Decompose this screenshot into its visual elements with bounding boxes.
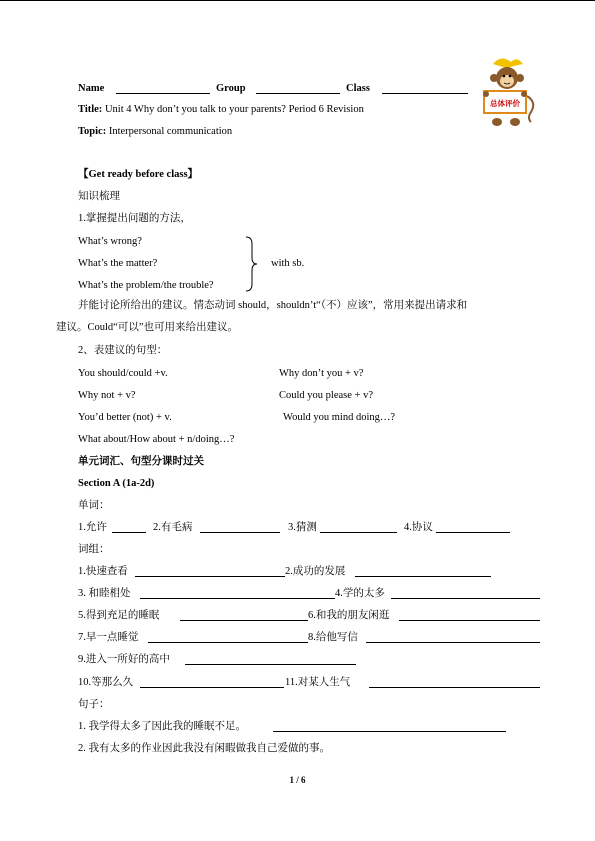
- point-1: 1.掌握提出问题的方法，: [78, 213, 191, 224]
- sentence-item-2: 2. 我有太多的作业因此我没有闲暇做我自己爱做的事。: [78, 743, 330, 754]
- phrase-blank-2[interactable]: [355, 565, 491, 577]
- badge-text: 总体评价: [490, 99, 520, 108]
- phrase-blank-3[interactable]: [140, 587, 335, 599]
- section-heading: 【Get ready before class】: [78, 169, 199, 180]
- phrase-blank-4[interactable]: [391, 587, 540, 599]
- phrase-blank-1[interactable]: [135, 565, 285, 577]
- word-blank-1[interactable]: [112, 521, 146, 533]
- phrase-blank-9[interactable]: [185, 653, 356, 665]
- brace-icon: [244, 236, 258, 292]
- word-blank-4[interactable]: [436, 521, 510, 533]
- para-line-1: 并能讨论所给出的建议。情态动词 should，shouldn’t“（不）应该”，常用来提出请求和: [78, 300, 468, 311]
- sentence-blank-1[interactable]: [273, 720, 506, 732]
- review-heading: 知识梳理: [78, 191, 120, 202]
- topic-line: [78, 125, 232, 138]
- topic-label: Topic:: [78, 126, 107, 137]
- pattern-right-3: Would you mind doing…?: [283, 412, 396, 423]
- top-rule: [0, 0, 595, 1]
- question-2: What’s the matter?: [78, 258, 158, 269]
- phrase-blank-5[interactable]: [180, 609, 308, 621]
- pattern-last: What about/How about + n/doing…?: [78, 434, 235, 445]
- phrase-blank-8[interactable]: [366, 631, 540, 643]
- phrase-item-1: 1.快速查看: [78, 566, 128, 577]
- word-item-1: 1.允许: [78, 522, 107, 533]
- page-number: 1 / 6: [289, 775, 306, 785]
- phrase-item-10: 10.等那么久: [78, 677, 134, 688]
- pattern-left-3: You’d better (not) + v.: [78, 412, 172, 423]
- monkey-mascot-icon: [479, 56, 535, 130]
- sentence-item-1: 1. 我学得太多了因此我的睡眠不足。: [78, 721, 246, 732]
- phrase-item-2: 2.成功的发展: [285, 566, 346, 577]
- pattern-left-1: You should/could +v.: [78, 368, 168, 379]
- with-sb: with sb.: [271, 258, 305, 269]
- unit-heading: 单元词汇、句型分课时过关: [78, 456, 204, 467]
- phrase-blank-10[interactable]: [140, 676, 284, 688]
- sentences-label: 句子：: [78, 699, 110, 710]
- word-item-4: 4.协议: [404, 522, 433, 533]
- group-label: Group: [216, 83, 246, 94]
- name-field[interactable]: [116, 82, 210, 94]
- word-item-3: 3.猜测: [288, 522, 317, 533]
- phrase-item-4: 4.学的太多: [335, 588, 385, 599]
- word-item-2: 2.有毛病: [153, 522, 193, 533]
- topic-text: Interpersonal communication: [108, 126, 233, 137]
- phrase-item-9: 9.进入一所好的高中: [78, 654, 170, 665]
- title-line: [78, 103, 364, 116]
- para-line-2: 建议。Could“可以”也可用来给出建议。: [56, 322, 238, 333]
- phrase-blank-7[interactable]: [148, 631, 308, 643]
- phrase-item-3: 3. 和睦相处: [78, 588, 131, 599]
- pattern-right-2: Could you please + v?: [279, 390, 373, 401]
- section-a-heading: Section A (1a-2d): [78, 478, 155, 489]
- phrase-item-5: 5.得到充足的睡眠: [78, 610, 160, 621]
- phrase-item-7: 7.早一点睡觉: [78, 632, 139, 643]
- title-label: Title:: [78, 104, 103, 115]
- class-label: Class: [346, 83, 370, 94]
- word-blank-2[interactable]: [200, 521, 280, 533]
- phrase-blank-6[interactable]: [399, 609, 540, 621]
- pattern-right-1: Why don’t you + v?: [279, 368, 364, 379]
- class-field[interactable]: [382, 82, 468, 94]
- phrase-item-11: 11.对某人生气: [285, 677, 351, 688]
- phrase-item-6: 6.和我的朋友闲逛: [308, 610, 390, 621]
- pattern-left-2: Why not + v?: [78, 390, 136, 401]
- phrase-item-8: 8.给他写信: [308, 632, 358, 643]
- word-blank-3[interactable]: [320, 521, 397, 533]
- group-field[interactable]: [256, 82, 340, 94]
- title-text: Unit 4 Why don’t you talk to your parents? Period 6 Revision: [104, 104, 364, 115]
- question-1: What’s wrong?: [78, 236, 142, 247]
- phrase-blank-11[interactable]: [369, 676, 540, 688]
- name-label: Name: [78, 83, 105, 94]
- question-3: What’s the problem/the trouble?: [78, 280, 214, 291]
- phrases-label: 词组：: [78, 544, 110, 555]
- point-2: 2、表建议的句型：: [78, 345, 168, 356]
- words-label: 单词：: [78, 500, 110, 511]
